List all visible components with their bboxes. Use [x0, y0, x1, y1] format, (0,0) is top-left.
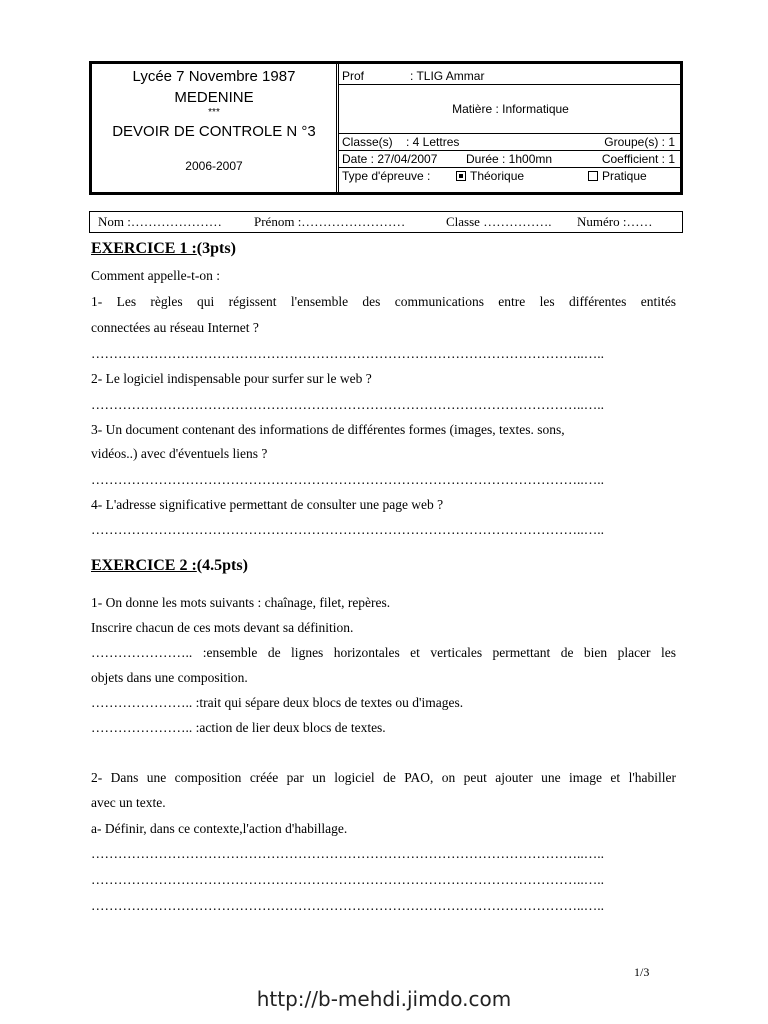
- exercise1-points: (3pts): [196, 240, 236, 257]
- exam-header: [89, 61, 683, 195]
- answer-line-q1: ………………………………………………………………………………………………..…..: [91, 346, 604, 361]
- definition1-line1: ………………….. :ensemble de lignes horizontales et verticales permettant de bien placer les: [91, 645, 676, 660]
- type-label: Type d'épreuve :: [342, 169, 431, 183]
- school-year: 2006-2007: [185, 159, 243, 173]
- exercise2-part1-instruction: Inscrire chacun de ces mots devant sa définition.: [91, 620, 354, 635]
- school-info: [92, 64, 336, 192]
- exam-details: [338, 68, 683, 192]
- exercise1-q1-line1: 1- Les règles qui régissent l'ensemble des communications entre les différentes entités: [91, 294, 676, 309]
- exercise1-intro: Comment appelle-t-on :: [91, 268, 220, 283]
- exercise2-part2-line2: avec un texte.: [91, 795, 166, 810]
- definition1-line2: objets dans une composition.: [91, 670, 248, 685]
- nom-field: Nom :…………………: [98, 214, 222, 229]
- subject-row: [338, 85, 683, 134]
- type-theory-option: [456, 169, 524, 183]
- classes-value: : 4 Lettres: [406, 135, 460, 149]
- header-divider: [336, 64, 337, 192]
- prenom-field: Prénom :……………………: [254, 214, 406, 229]
- exercise1-q3-line1: 3- Un document contenant des informations de différentes formes (images, textes. sons,: [91, 422, 565, 437]
- prof-row: [338, 68, 683, 85]
- checked-checkbox-icon: [456, 171, 466, 181]
- exercise2-points: (4.5pts): [196, 557, 248, 574]
- prof-label: Prof: [342, 69, 365, 83]
- answer-line-2a-1: ………………………………………………………………………………………………..…..: [91, 846, 604, 861]
- classes-label: Classe(s): [342, 135, 393, 149]
- page-number: 1/3: [634, 965, 650, 979]
- class-row: [338, 134, 683, 151]
- answer-line-q2: ………………………………………………………………………………………………..…..: [91, 397, 604, 412]
- footer-url: http://b-mehdi.jimdo.com: [256, 987, 512, 1011]
- definition3: ………………….. :action de lier deux blocs de textes.: [91, 720, 386, 735]
- classe-field: Classe …………….: [446, 214, 552, 229]
- exam-date: Date : 27/04/2007: [342, 152, 438, 166]
- school-name: Lycée 7 Novembre 1987: [132, 68, 296, 85]
- type-theory-label: Théorique: [470, 169, 525, 183]
- exercise1-heading: EXERCICE 1 :: [91, 240, 197, 257]
- exercise2-heading: EXERCICE 2 :: [91, 557, 197, 574]
- exam-duration: Durée : 1h00mn: [466, 152, 553, 166]
- exercise1-q4: 4- L'adresse significative permettant de consulter une page web ?: [91, 497, 444, 512]
- date-row: [338, 151, 683, 168]
- answer-line-2a-3: ………………………………………………………………………………………………..…..: [91, 898, 604, 913]
- type-row: [338, 168, 683, 184]
- student-identity-box: [89, 211, 683, 233]
- prof-value: : TLIG Ammar: [410, 69, 485, 83]
- exercise2-title: [91, 557, 248, 575]
- type-practical-label: Pratique: [602, 169, 647, 183]
- stars-separator: ***: [208, 107, 220, 118]
- answer-line-q3: ………………………………………………………………………………………………..…..: [91, 472, 604, 487]
- exercise1-q1-line2: connectées au réseau Internet ?: [91, 320, 259, 335]
- definition2: ………………….. :trait qui sépare deux blocs de textes ou d'images.: [91, 695, 464, 710]
- answer-line-2a-2: ………………………………………………………………………………………………..…..: [91, 872, 604, 887]
- exercise2-part2-line1: 2- Dans une composition créée par un logiciel de PAO, on peut ajouter une image et l'habiller: [91, 770, 676, 785]
- type-practical-option: [588, 169, 647, 183]
- empty-checkbox-icon: [588, 171, 598, 181]
- numero-field: Numéro :……: [577, 214, 653, 229]
- exercise1-q2: 2- Le logiciel indispensable pour surfer sur le web ?: [91, 371, 372, 386]
- exam-title: DEVOIR DE CONTROLE N °3: [112, 123, 316, 140]
- exercise1-q3-line2: vidéos..) avec d'éventuels liens ?: [91, 446, 268, 461]
- exercise2-part1-intro: 1- On donne les mots suivants : chaînage, filet, repères.: [91, 595, 391, 610]
- exercise2-part2a: a- Définir, dans ce contexte,l'action d'habillage.: [91, 821, 348, 836]
- group: Groupe(s) : 1: [604, 135, 675, 149]
- subject: Matière : Informatique: [452, 102, 569, 116]
- exercise1-title: [91, 240, 236, 258]
- answer-line-q4: ………………………………………………………………………………………………..…..: [91, 522, 604, 537]
- school-city: MEDENINE: [174, 89, 254, 106]
- coefficient: Coefficient : 1: [601, 152, 675, 166]
